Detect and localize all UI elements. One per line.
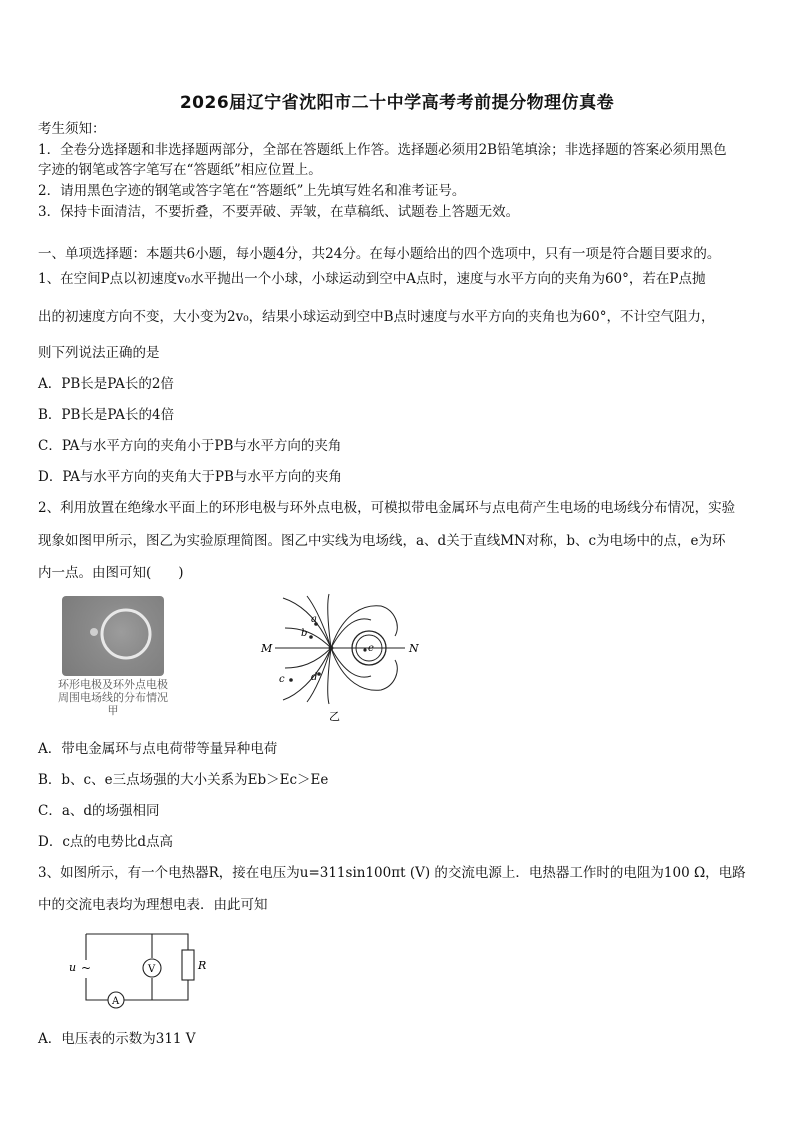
field-line-diagram [255,592,425,722]
ring-electrode-photo-icon [62,596,164,676]
source-label: u [69,961,77,974]
q2-option-c: C．a、d的场强相同 [38,803,160,819]
section-heading: 一、单项选择题：本题共6小题，每小题4分，共24分。在每小题给出的四个选项中，只有一项是符合题目要求的。 [38,246,721,262]
point-d-label: d [311,672,318,683]
point-n-label: N [409,642,419,655]
caption-line: 甲 [107,704,119,717]
notice-heading: 考生须知： [38,121,106,137]
notice-item: 1．全卷分选择题和非选择题两部分，全部在答题纸上作答。选择题必须用2B铅笔填涂；非选择题的答案必须用黑色 [38,142,727,158]
q2-option-d: D．c点的电势比d点高 [38,834,174,850]
q1-stem-line: 出的初速度方向不变，大小变为2v₀，结果小球运动到空中B点时速度与水平方向的夹角也为60°，不计空气阻力， [38,309,715,325]
ammeter-icon: A [112,996,120,1007]
q2-stem-line: 现象如图甲所示，图乙为实验原理简图。图乙中实线为电场线，a、d关于直线MN对称，b、c为电场中的点，e为环 [38,533,726,549]
voltmeter-icon: V [148,964,156,975]
q3-stem-line: 中的交流电表均为理想电表．由此可知 [38,897,268,913]
q2-option-b: B．b、c、e三点场强的大小关系为Eb＞Ec＞Ee [38,772,329,788]
q1-stem-line: 则下列说法正确的是 [38,345,160,361]
point-m-label: M [261,642,273,655]
notice-item: 2．请用黑色字迹的钢笔或答字笔在“答题纸”上先填写姓名和准考证号。 [38,183,466,199]
resistor-label: R [198,959,207,972]
q2-stem-line: 2、利用放置在绝缘水平面上的环形电极与环外点电极，可模拟带电金属环与点电荷产生电场的电场线分布情况，实验 [38,500,736,516]
notice-item: 3．保持卡面清洁，不要折叠，不要弄破、弄皱，在草稿纸、试题卷上答题无效。 [38,204,520,220]
q1-stem-line: 1、在空间P点以初速度v₀水平抛出一个小球，小球运动到空中A点时，速度与水平方向的夹角为60°，若在P点抛 [38,271,706,287]
figure-caption [46,678,180,717]
exam-title: 2026届辽宁省沈阳市二十中学高考考前提分物理仿真卷 [179,93,615,113]
point-a-label: a [311,614,317,625]
caption-line: 环形电极及环外点电极 [58,678,168,691]
q2-stem-line: 内一点。由图可知( ) [38,565,184,581]
point-b-label: b [301,628,308,639]
caption-line: 周围电场线的分布情况 [58,691,168,704]
q3-stem-line: 3、如图所示，有一个电热器R，接在电压为u=311sin100πt (V) 的交流电源上．电热器工作时的电阻为100 Ω，电路 [38,865,746,881]
q1-option-b: B．PB长是PA长的4倍 [38,407,175,423]
point-e-label: e [368,643,374,654]
figure-label: 乙 [329,710,340,722]
ac-source-icon: ~ [81,961,92,975]
point-c-label: c [279,674,285,685]
field-photo [62,596,164,676]
q2-option-a: A．带电金属环与点电荷带等量异种电荷 [38,741,278,757]
q1-option-a: A．PB长是PA长的2倍 [38,376,174,392]
q1-option-c: C．PA与水平方向的夹角小于PB与水平方向的夹角 [38,438,342,454]
q3-option-a: A．电压表的示数为311 V [38,1031,196,1047]
circuit-diagram [62,926,222,1016]
q1-option-d: D．PA与水平方向的夹角大于PB与水平方向的夹角 [38,469,342,485]
notice-item: 字迹的钢笔或答字笔写在“答题纸”相应位置上。 [38,162,322,178]
